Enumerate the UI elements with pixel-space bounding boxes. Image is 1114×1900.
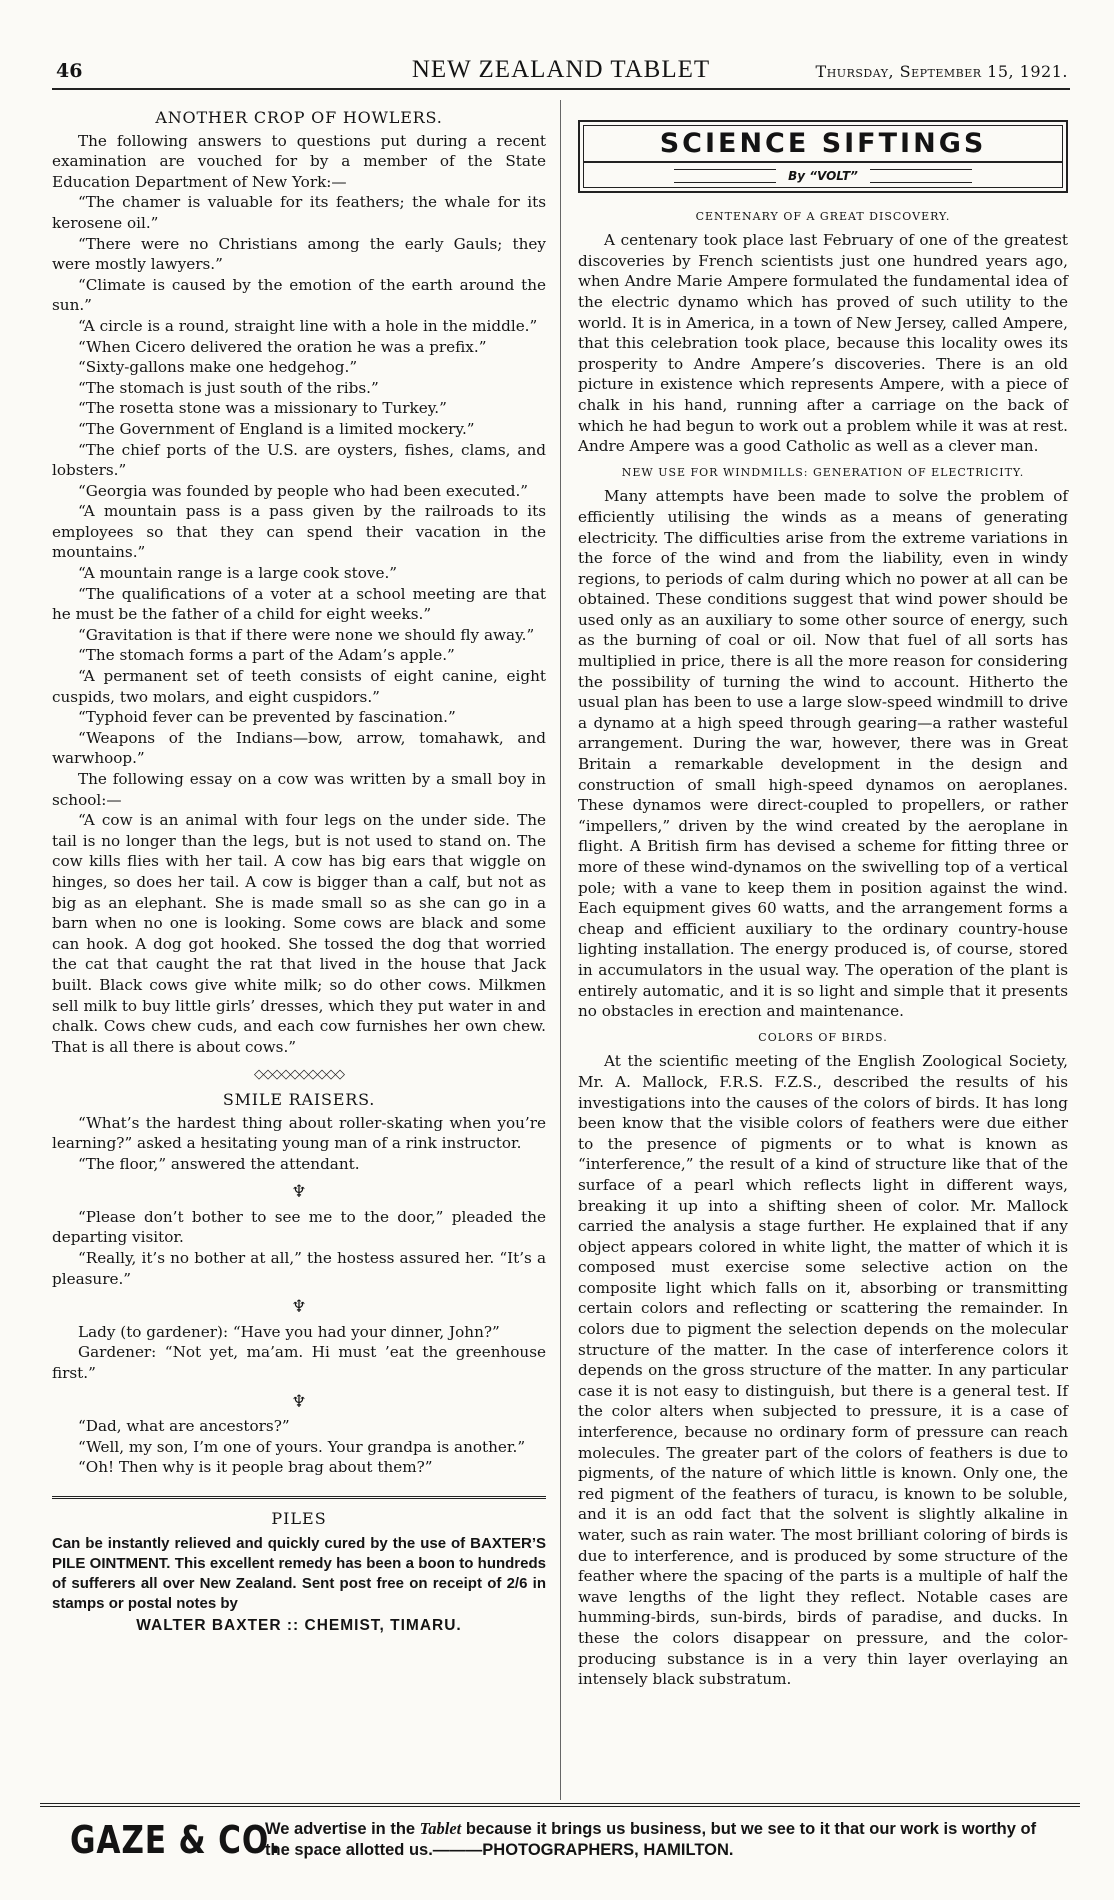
howler-paragraph: “The qualifications of a voter at a school meeting are that he must be the father of a child for eight weeks.” <box>52 584 546 624</box>
howlers-title: ANOTHER CROP OF HOWLERS. <box>155 108 443 127</box>
joke-separator-icon: ♆ <box>291 1182 307 1203</box>
joke-line: “Really, it’s no bother at all,” the hostess assured her. “It’s a pleasure.” <box>52 1249 546 1288</box>
joke-separator-icon: ♆ <box>291 1297 307 1318</box>
howler-paragraph: “The chamer is valuable for its feathers; the whale for its kerosene oil.” <box>52 193 546 232</box>
right-column <box>578 120 1068 1690</box>
ornament-divider: ◇◇◇◇◇◇◇◇◇◇ <box>254 1067 344 1083</box>
howler-paragraph: “Georgia was founded by people who had been executed.” <box>78 481 529 500</box>
howler-paragraph: “Weapons of the Indians—bow, arrow, tomahawk, and warwhoop.” <box>52 728 546 768</box>
page-number: 46 <box>56 60 83 82</box>
howler-paragraph: “A permanent set of teeth consists of eight canine, eight cuspids, two molars, and eight cuspidors.” <box>52 667 546 706</box>
section-heading: COLORS OF BIRDS. <box>758 1030 888 1044</box>
piles-rule <box>52 1496 546 1499</box>
howler-paragraph: “The rosetta stone was a missionary to Turkey.” <box>78 399 447 418</box>
section-heading: CENTENARY OF A GREAT DISCOVERY. <box>695 209 951 223</box>
piles-ad-body: Can be instantly relieved and quickly cured by the use of BAXTER’S PILE OINTMENT. This excellent remedy has been a boon to hundreds of sufferers all over New Zealand. Sent post free on receipt of 2/6 in stamps or postal notes by <box>52 1534 546 1612</box>
section-paragraph: Many attempts have been made to solve the problem of efficiently utilising the winds as a means of generating electricity. The difficulties arise from the extreme variations in the force of the wind and from the liability, even in windy regions, to periods of calm during which no power at all can be obtained. These conditions suggest that wind power should be used only as an auxiliary to some other source of energy, such as the burning of coal or oil. Now that fuel of all sorts has multiplied in price, there is all the more reason for considering the possibility of turning the wind to account. Hitherto the usual plan has been to use a large slow-speed windmill to drive a dynamo at a high speed through gearing—a rather wasteful arrangement. During the war, however, there was in Great Britain a remarkable development in the design and construction of small high-speed dynamos on aeroplanes. These dynamos were direct-coupled to propellers, or rather “impellers,” driven by the wind created by the aeroplane in flight. A British firm has devised a scheme for fitting three or more of these wind-dynamos on the swivelling top of a vertical pole; with a vane to keep them in position against the wind. Each equipment gives 60 watts, and the arrangement forms a cheap and efficient auxiliary to the ordinary country-house lighting installation. The energy produced is, of course, stored in accumulators in the usual way. The operation of the plant is entirely automatic, and it is so light and simple that it presents no obstacles in erection and maintenance. <box>578 487 1068 1021</box>
howler-paragraph: “Sixty-gallons make one hedgehog.” <box>78 358 358 377</box>
howler-paragraph: “The stomach forms a part of the Adam’s apple.” <box>78 646 455 665</box>
howler-paragraph: “There were no Christians among the early Gauls; they were mostly lawyers.” <box>52 234 546 274</box>
section-paragraph: At the scientific meeting of the English Zoological Society, Mr. A. Mallock, F.R.S. F.Z.S., described the results of his investigations into the causes of the colors of birds. It has long been know that the visible colors of feathers were due either to the presence of pigments or to what is known as “interference,” the result of a kind of structure like that of the surface of a pearl which reflects light in different ways, breaking it up into a shifting sheen of color. Mr. Mallock carried the analysis a stage further. He explained that if any object appears colored in white light, the matter of which it is composed must exercise some selective action on the composite light which falls on it, absorbing or transmitting certain colors and reflecting or scattering the remainder. In colors due to pigment the selection depends on the molecular structure of the matter. In the case of interference colors it depends on the gross structure of the matter. In any particular case it is not easy to distinguish, but there is a general test. If the color alters when subjected to pressure, it is a case of interference, because no ordinary form of pressure can reach molecules. The greater part of the colors of feathers is due to pigments, of the nature of which little is known. Only one, the red pigment of the feathers of turacu, is known to be soluble, and it is an odd fact that the solvent is slightly alkaline in water, such as rain water. The most brilliant coloring of birds is due to interference, and is produced by some structure of the feather where the spacing of the parts is a multiple of half the wave lengths of the light they reflect. Notable cases are humming-birds, sun-birds, birds of paradise, and ducks. In these the colors disappear on pressure, and the color-producing substance is in a very thin layer overlaying an intensely black substratum. <box>578 1052 1068 1689</box>
joke-line: “What’s the hardest thing about roller-skating when you’re learning?” asked a hesitating young man of a rink instructor. <box>52 1113 546 1153</box>
joke-line: “Oh! Then why is it people brag about them?” <box>78 1458 433 1477</box>
howler-paragraph: “Climate is caused by the emotion of the earth around the sun.” <box>52 275 546 315</box>
science-siftings-box <box>578 120 1068 193</box>
masthead: NEW ZEALAND TABLET <box>411 56 711 83</box>
left-column <box>52 108 546 1636</box>
header-rule <box>52 88 1070 90</box>
howler-paragraph: “When Cicero delivered the oration he was a prefix.” <box>78 337 487 356</box>
howler-paragraph: The following answers to questions put during a recent examination are vouched for by a member of the State Education Department of New York:— <box>52 131 546 191</box>
howler-paragraph: “A circle is a round, straight line with a hole in the middle.” <box>78 316 538 335</box>
howler-paragraph: “The chief ports of the U.S. are oysters, fishes, clams, and lobsters.” <box>52 440 546 480</box>
howler-paragraph: “A mountain pass is a pass given by the railroads to its employees so that they can spend their vacation in the mountains.” <box>52 502 546 562</box>
howler-paragraph: The following essay on a cow was written by a small boy in school:— <box>52 770 546 809</box>
section-heading: NEW USE FOR WINDMILLS: GENERATION OF ELECTRICITY. <box>621 465 1025 479</box>
howlers-body <box>52 131 546 1058</box>
howler-paragraph: “A cow is an animal with four legs on the under side. The tail is no longer than the legs, but is not used to stand on. The cow kills flies with her tail. A cow has big ears that wiggle on hinges, so does her tail. A cow is bigger than a calf, but not as big as an elephant. She is made small so as she can go in a barn when no one is looking. Some cows are black and some can hook. A dog got hooked. She tossed the dog that worried the cat that caught the rat that lived in the house that Jack built. Black cows give white milk; so do other cows. Milkmen sell milk to buy little girls’ dresses, which they put water in and chalk. Cows chew cuds, and each cow furnishes her own chew. That is all there is about cows.” <box>52 811 546 1056</box>
howler-paragraph: “A mountain range is a large cook stove.” <box>78 564 398 583</box>
joke-line: “Well, my son, I’m one of yours. Your grandpa is another.” <box>78 1437 526 1456</box>
howler-paragraph: “The Government of England is a limited mockery.” <box>78 419 475 438</box>
footer-rule <box>40 1803 1080 1807</box>
joke-line: “Dad, what are ancestors?” <box>78 1417 290 1436</box>
gaze-co-logo: GAZE & CO. <box>70 1818 282 1862</box>
joke-line: “The floor,” answered the attendant. <box>78 1154 360 1173</box>
joke-line: Gardener: “Not yet, ma’am. Hi must ’eat the greenhouse first.” <box>52 1343 546 1383</box>
section-paragraph: A centenary took place last February of one of the greatest discoveries by French scientists just one hundred years ago, when Andre Marie Ampere formulated the fundamental idea of the electric dynamo which has proved of such utility to the world. It is in America, in a town of New Jersey, called Ampere, that this celebration took place, because this locality owes its prosperity to Andre Ampere’s discoveries. There is an old picture in existence which represents Ampere, with a piece of chalk in his hand, running after a carriage on the back of which he had begun to work out a problem while it was at rest. Andre Ampere was a good Catholic as well as a clever man. <box>578 231 1068 456</box>
issue-date: Thursday, September 15, 1921. <box>815 62 1068 81</box>
howler-paragraph: “Gravitation is that if there were none we should fly away.” <box>78 625 535 644</box>
piles-ad-footer: WALTER BAXTER :: CHEMIST, TIMARU. <box>136 1616 462 1634</box>
footer-ad-text: We advertise in the Tablet because it brings us business, but we see to it that our work is worthy of the space allotted us.———PHOTOGRAPHERS, HAMILTON. <box>265 1819 1037 1859</box>
tablet-italic: Tablet <box>419 1819 462 1838</box>
piles-ad-title: PILES <box>271 1509 327 1528</box>
howler-paragraph: “Typhoid fever can be prevented by fascination.” <box>78 708 456 727</box>
page-header <box>52 52 1070 92</box>
joke-line: “Please don’t bother to see me to the door,” pleaded the departing visitor. <box>52 1207 546 1247</box>
joke-line: Lady (to gardener): “Have you had your dinner, John?” <box>78 1322 500 1341</box>
smile-raisers-title: SMILE RAISERS. <box>222 1089 376 1109</box>
howler-paragraph: “The stomach is just south of the ribs.” <box>78 378 379 397</box>
joke-separator-icon: ♆ <box>291 1391 307 1412</box>
column-divider <box>560 100 561 1800</box>
byline: By “VOLT” <box>776 169 870 183</box>
science-body <box>578 207 1068 1690</box>
science-siftings-title: SCIENCE SIFTINGS <box>584 126 1062 163</box>
smile-raisers-body <box>52 1113 546 1479</box>
